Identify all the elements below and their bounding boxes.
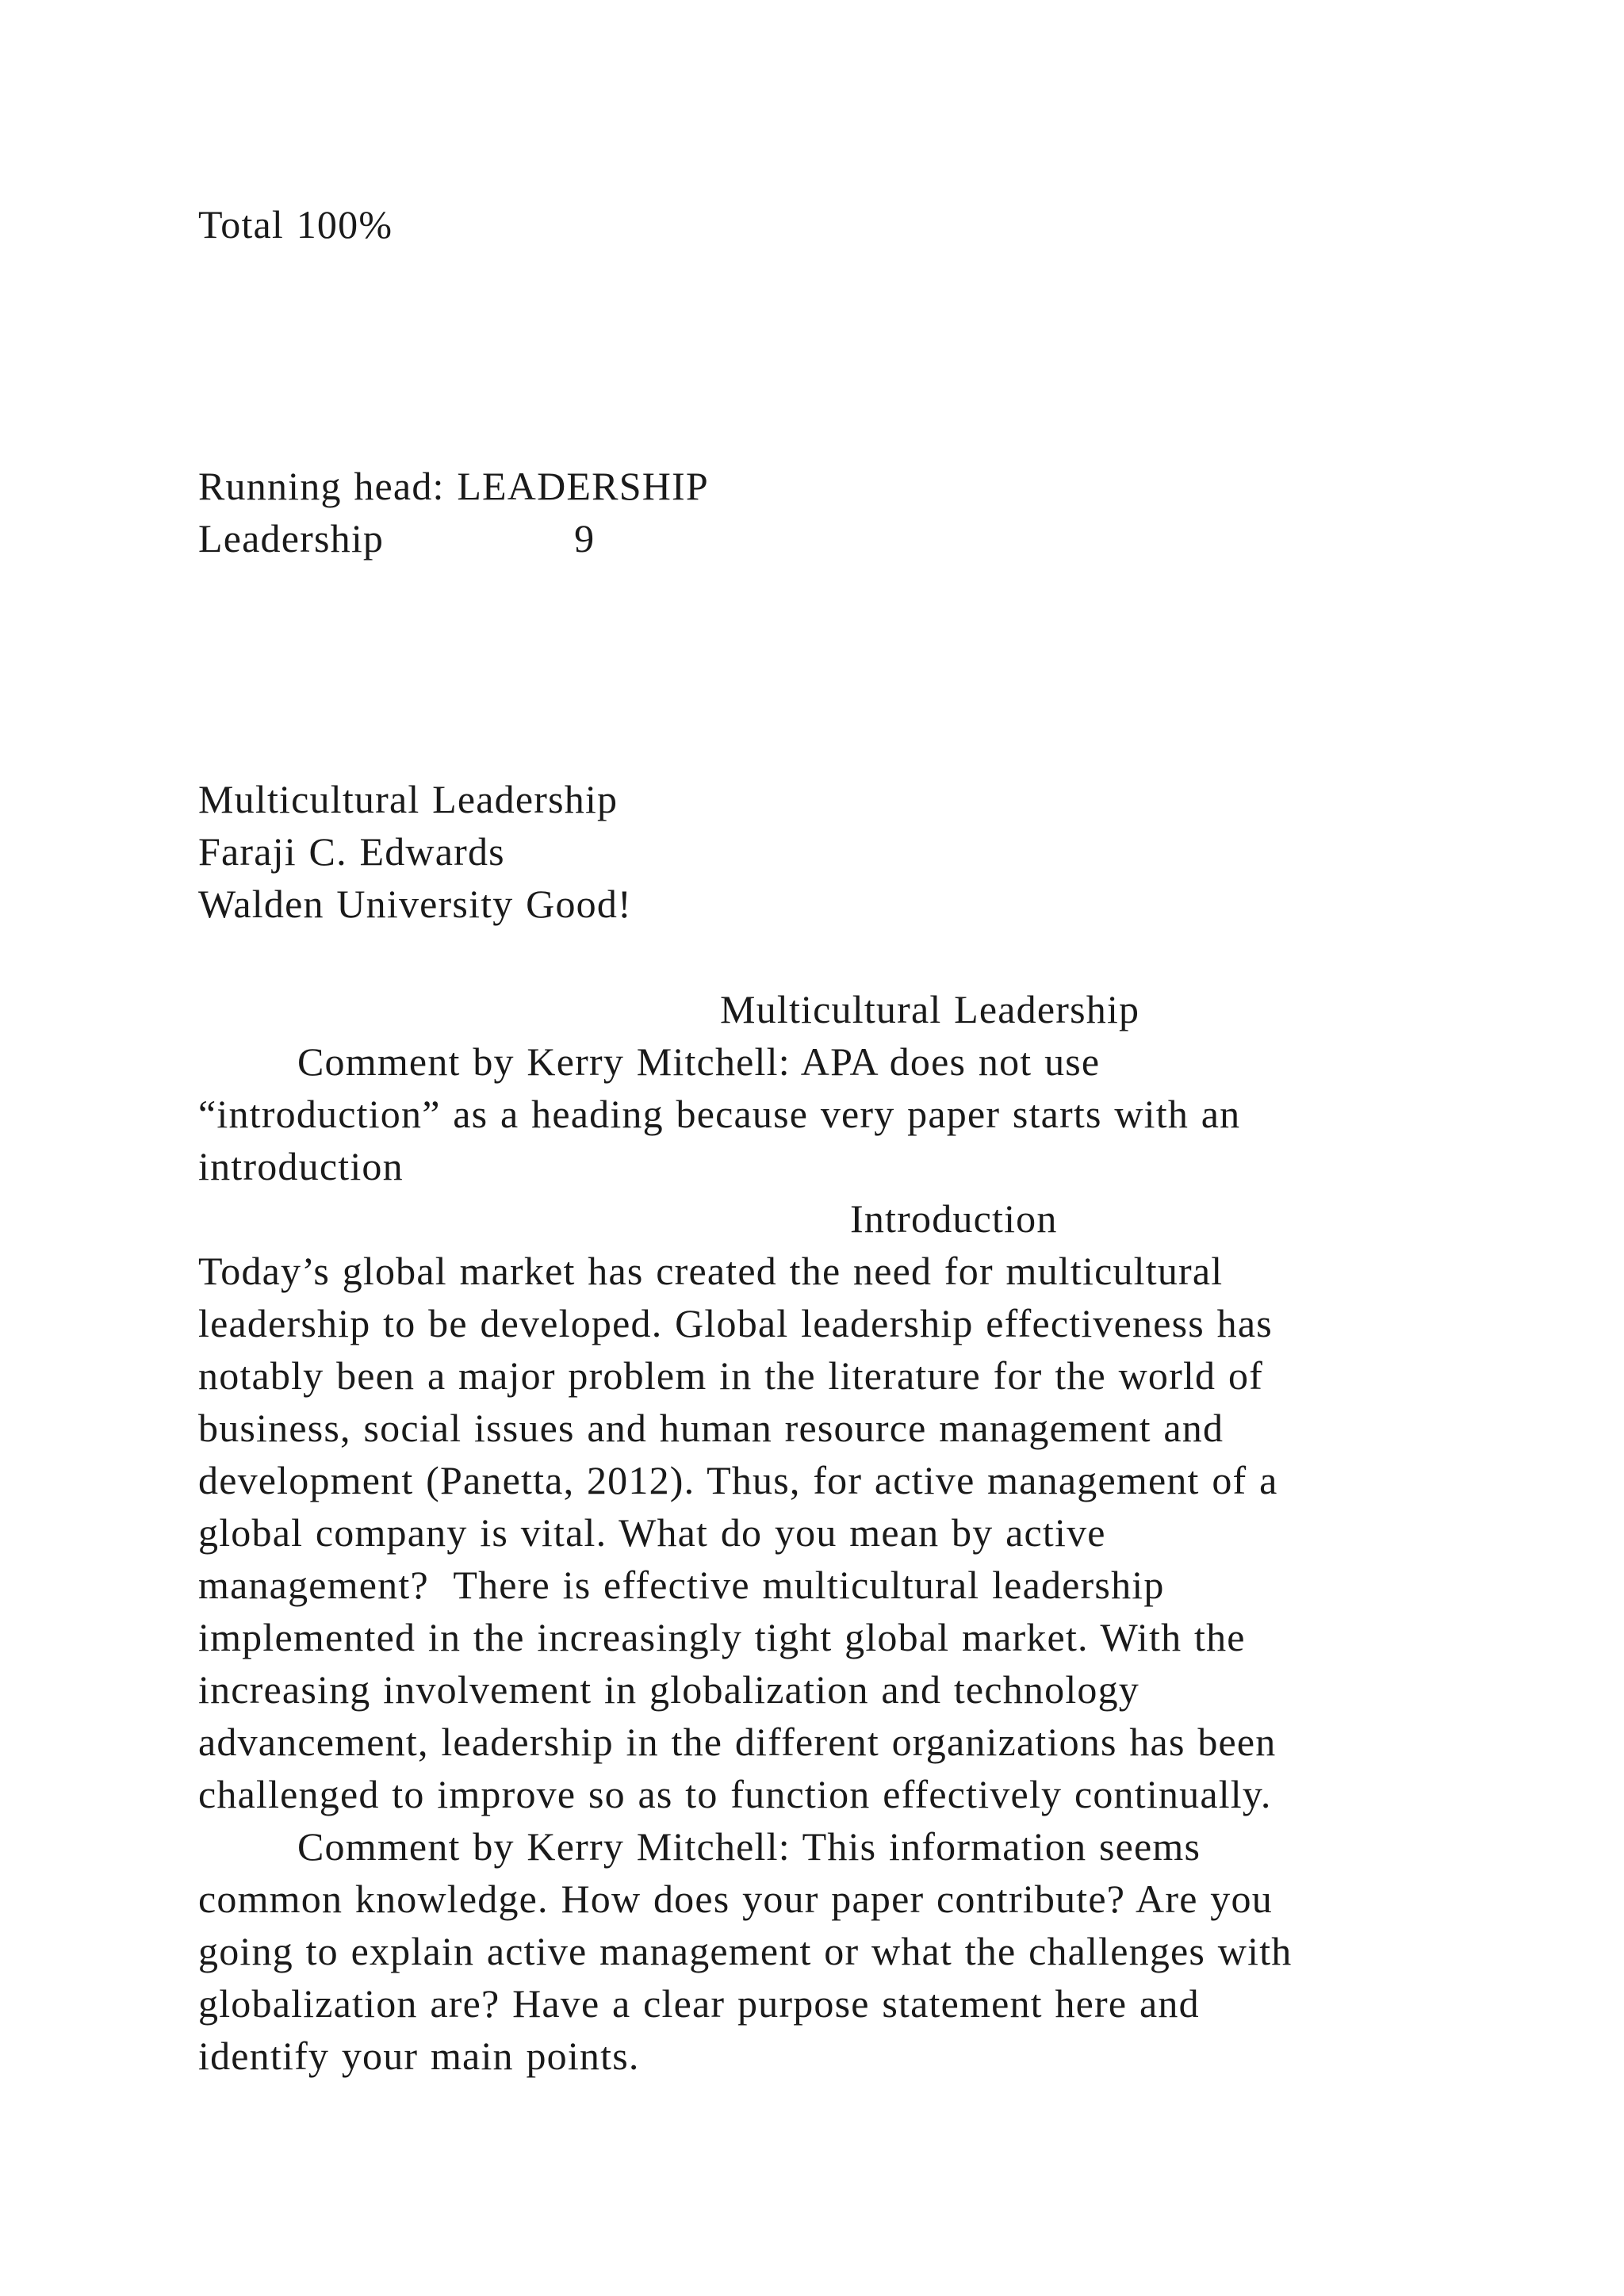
paragraph-line: advancement, leadership in the different organizations has been [198, 1720, 1277, 1764]
total-line: Total 100% [198, 202, 393, 247]
comment-line: globalization are? Have a clear purpose statement here and [198, 1981, 1200, 2026]
page-number: 9 [574, 516, 596, 561]
comment-line: identify your main points. [198, 2034, 640, 2078]
comment-line: Comment by Kerry Mitchell: APA does not use [297, 1039, 1101, 1084]
author-name: Faraji C. Edwards [198, 829, 505, 874]
paragraph-line: management? There is effective multicultural leadership [198, 1563, 1165, 1607]
paragraph-line: implemented in the increasingly tight global market. With the [198, 1615, 1246, 1659]
paragraph-line: notably been a major problem in the literature for the world of [198, 1353, 1264, 1398]
comment-line: going to explain active management or what the challenges with [198, 1929, 1293, 1973]
section-heading: Multicultural Leadership [720, 987, 1140, 1031]
paragraph-line: business, social issues and human resource management and [198, 1406, 1224, 1450]
paragraph-line: global company is vital. What do you mean by active [198, 1510, 1106, 1555]
comment-line: “introduction” as a heading because very paper starts with an [198, 1092, 1241, 1136]
running-head: Running head: LEADERSHIP [198, 464, 709, 508]
paragraph-line: leadership to be developed. Global leadership effectiveness has [198, 1301, 1273, 1345]
short-title-line [198, 512, 595, 564]
institution: Walden University Good! [198, 882, 632, 926]
short-title: Leadership [198, 516, 385, 561]
paper-title: Multicultural Leadership [198, 777, 619, 821]
comment-line: common knowledge. How does your paper contribute? Are you [198, 1877, 1273, 1921]
paragraph-line: Today’s global market has created the need for multicultural [198, 1249, 1224, 1293]
paragraph-line: challenged to improve so as to function effectively continually. [198, 1772, 1272, 1816]
paragraph-line: development (Panetta, 2012). Thus, for active management of a [198, 1458, 1278, 1502]
comment-line: Comment by Kerry Mitchell: This information seems [297, 1824, 1201, 1869]
comment-line: introduction [198, 1144, 404, 1188]
paragraph-line: increasing involvement in globalization and technology [198, 1667, 1140, 1712]
introduction-heading: Introduction [850, 1196, 1058, 1241]
